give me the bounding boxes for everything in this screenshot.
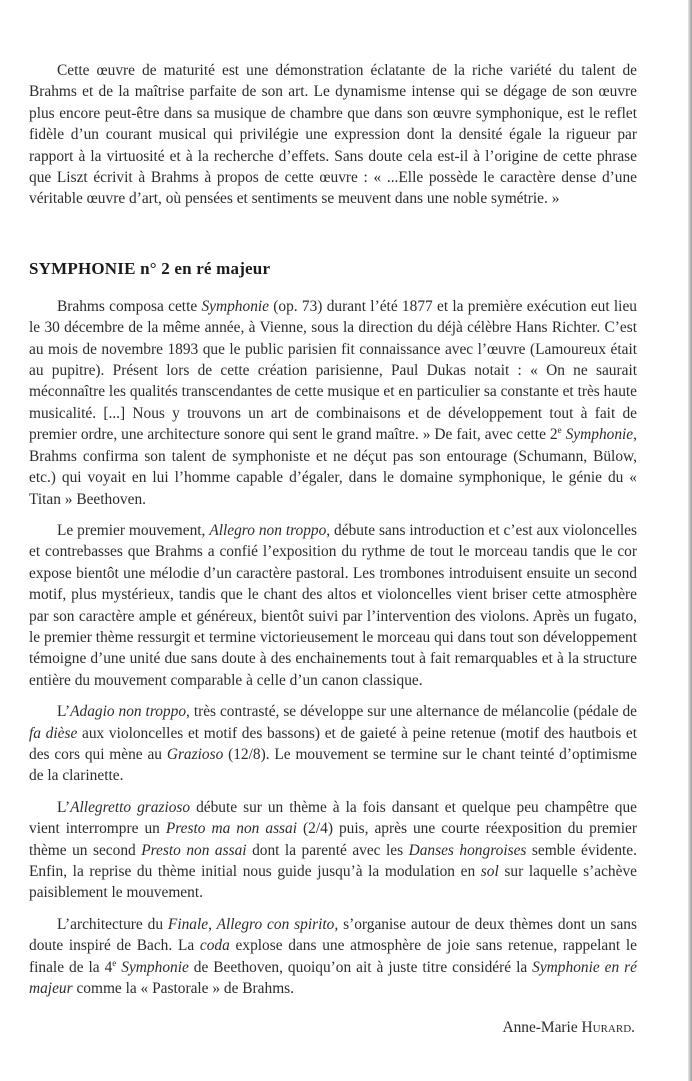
text-run: L’architecture du	[57, 915, 168, 933]
italic-run: Grazioso	[166, 745, 224, 763]
italic-run: Allegro non troppo	[209, 521, 327, 539]
text-run: Le premier mouvement,	[57, 521, 210, 539]
text-run: explose dans une atmosphère de joie sans retenue, rappelant le finale de la 4	[29, 937, 637, 976]
text-run: débute sur un thème à la fois dansant et quelque peu champêtre que vient interrompre un	[29, 798, 637, 838]
intro-paragraph: Cette œuvre de maturité est une démonstration éclatante de la riche variété du talent de Brahms et de la maîtrise parfaite de son art. Le dynamisme intense qui se dégage de son œuvre plus encore peut-être dans sa musique de chambre que dans son œuvre symphonique, est le reflet fidèle d’un courant musical qui privilégie une expression dont la densité égale la rigueur par rapport à la virtuosité et à la recherche d’effets. Sans doute cela est-il à l’origine de cette phrase que Liszt écrivit à Brahms à propos de cette œuvre : « ...Elle possède le caractère dense d’une véritable œuvre d’art, où pensées et sentiments se meuvent dans une noble symétrie. »	[29, 62, 637, 208]
author-first-name: Anne-Marie	[502, 1019, 582, 1037]
text-run: semble évidente. Enfin, la reprise du thème initial nous guide jusqu’à la modulation en	[29, 841, 637, 880]
paragraph-premiere	[29, 296, 637, 510]
text-run: (12/8). Le mouvement se termine sur le chant teinté d’optimisme de la clarinette.	[29, 745, 637, 785]
text-run: , très contrasté, se développe sur une alternance de mélancolie (pédale de	[186, 703, 638, 721]
italic-run: coda	[199, 937, 230, 955]
section-title: SYMPHONIE n° 2 en ré majeur	[29, 258, 271, 278]
italic-run: sol	[480, 863, 499, 880]
italic-run: Presto non assai	[141, 841, 247, 859]
italic-run: Finale, Allegro con spirito,	[167, 915, 339, 933]
italic-run: Symphonie	[201, 297, 269, 315]
document-page	[29, 60, 637, 1037]
text-run: dont la parenté avec les	[246, 841, 409, 859]
text-run: L’	[57, 703, 71, 721]
paragraph-adagio	[29, 701, 637, 787]
paragraph-first-movement	[29, 520, 637, 691]
text-run: , débute sans introduction et c’est aux violoncelles et contrebasses que Brahms a confié l’exposition du rythme de tout le morceau tandis que le cor expose bientôt une mélodie d’un caractère pastoral. Les trombones introduisent ensuite un second motif, plus mystérieux, tandis que le chant des altos et violoncelles vient briser cette atmosphère par son caractère ample et généreux, bientôt suivi par l’intervention des violons. Après un fugato, le premier thème ressurgit et termine victorieusement le morceau qui dans tout son développement témoigne d’une unité due sans doute à des enchainements tout à fait remarquables et à la structure entière du mouvement comparable à celle d’un canon classique.	[29, 521, 637, 689]
italic-run: Symphonie	[565, 426, 634, 444]
page-edge	[688, 0, 692, 1081]
italic-run: Allegretto grazioso	[70, 798, 191, 816]
italic-run: fa dièse	[29, 724, 78, 742]
italic-run: Symphonie en ré majeur	[29, 958, 637, 998]
paragraph-allegretto	[29, 797, 637, 904]
text-run: , Brahms confirma son talent de symphoniste et ne déçut pas son entourage (Schumann, Bülow, etc.) qui voyait en lui l’homme capable d’égaler, dans le domaine symphonique, le génie du « Titan » Beethoven.	[29, 426, 637, 508]
text-run: L’	[57, 798, 71, 816]
text-run: s’organise autour de deux thèmes dont un sans doute inspiré de Bach. La	[29, 915, 637, 955]
superscript: e	[557, 425, 562, 436]
text-run: (op. 73) durant l’été 1877 et la première exécution eut lieu le 30 décembre de la même année, à Vienne, sous la direction du déjà célèbre Hans Richter. C’est au mois de novembre 1893 que le public parisien fit connaissance avec l’œuvre (Lamoureux était au pupitre). Présent lors de cette création parisienne, Paul Dukas notait : « On ne saurait méconnaître les qualités transcendantes de cette musique et en particulier sa constante et très haute musicalité. [...] Nous y trouvons un art de combinaisons et de développement tout à fait de premier ordre, une architecture sonore qui sent le grand maître. » De fait, avec cette 2	[29, 297, 637, 444]
italic-run: Presto ma non assai	[165, 820, 298, 838]
author-signature	[29, 1019, 637, 1037]
italic-run: Adagio non troppo	[70, 703, 187, 721]
italic-run: Symphonie	[121, 958, 189, 976]
superscript: e	[112, 957, 117, 968]
text-run: comme la « Pastorale » de Brahms.	[72, 980, 295, 998]
text-run: aux violoncelles et motif des bassons) et de gaieté à peine retenue (motif des hautbois et des cors qui mène au	[29, 724, 637, 763]
italic-run: Danses hongroises	[408, 841, 527, 859]
author-last-name: Hurard	[581, 1019, 632, 1037]
text-run: Brahms composa cette	[57, 297, 202, 315]
text-run: (2/4) puis, après une courte réexposition du premier thème un second	[29, 820, 637, 859]
paragraph-finale	[29, 914, 637, 1000]
text-run: de Beethoven, quoiqu’on ait à juste titre considéré la	[188, 958, 533, 976]
text-run: sur laquelle s’achève paisiblement le mouvement.	[29, 863, 637, 902]
signature-period: .	[631, 1019, 635, 1037]
